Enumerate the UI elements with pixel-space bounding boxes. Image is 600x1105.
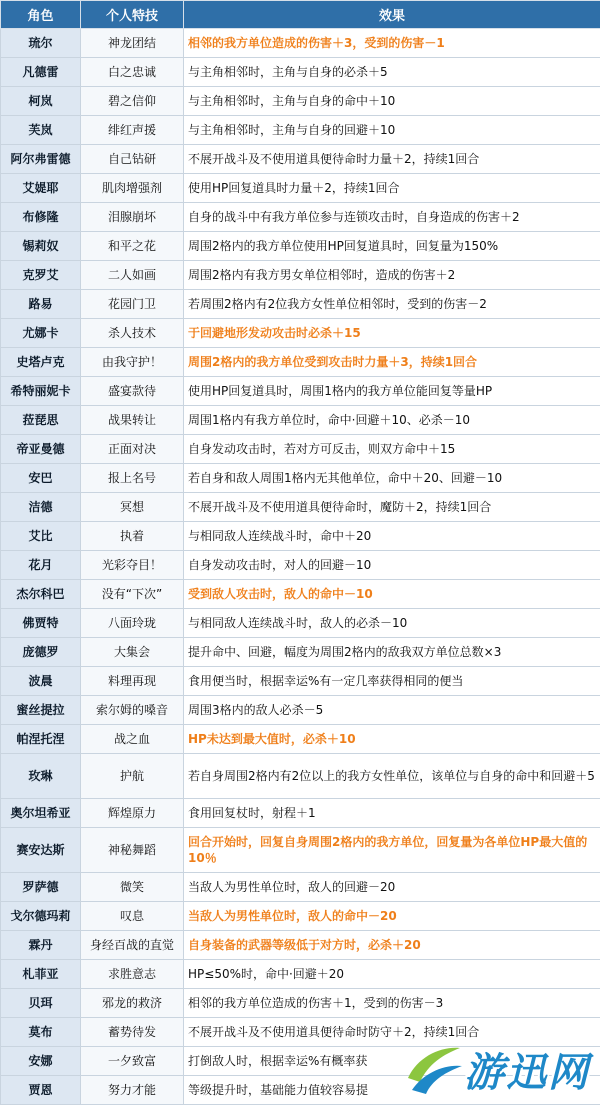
effect-cell: 相邻的我方单位造成的伤害＋3，受到的伤害－1 bbox=[184, 29, 600, 58]
skill-cell: 大集会 bbox=[81, 638, 184, 667]
skill-cell: 料理再现 bbox=[81, 667, 184, 696]
skill-cell: 蓄势待发 bbox=[81, 1018, 184, 1047]
table-row bbox=[1, 261, 600, 290]
skill-cell: 索尔姆的嗓音 bbox=[81, 696, 184, 725]
table-row bbox=[1, 203, 600, 232]
table-row bbox=[1, 667, 600, 696]
table-row bbox=[1, 174, 600, 203]
skill-cell: 冥想 bbox=[81, 493, 184, 522]
table-row bbox=[1, 799, 600, 828]
skill-cell: 盛宴款待 bbox=[81, 377, 184, 406]
skill-cell: 绯红声援 bbox=[81, 116, 184, 145]
role-cell: 艾媞耶 bbox=[1, 174, 81, 203]
effect-cell: 与主角相邻时，主角与自身的必杀＋5 bbox=[184, 58, 600, 87]
skill-cell: 一夕致富 bbox=[81, 1047, 184, 1076]
role-cell: 尤娜卡 bbox=[1, 319, 81, 348]
effect-cell: 周围1格内有我方单位时，命中·回避＋10、必杀－10 bbox=[184, 406, 600, 435]
table-body bbox=[1, 29, 600, 1105]
header-effect: 效果 bbox=[184, 1, 600, 29]
skill-cell: 碧之信仰 bbox=[81, 87, 184, 116]
table-row bbox=[1, 493, 600, 522]
effect-cell: 提升命中、回避，幅度为周围2格内的敌我双方单位总数×3 bbox=[184, 638, 600, 667]
watermark-text: 游迅网 bbox=[464, 1041, 590, 1098]
skill-cell: 由我守护！ bbox=[81, 348, 184, 377]
skill-cell: 没有“下次” bbox=[81, 580, 184, 609]
role-cell: 玫琳 bbox=[1, 754, 81, 799]
watermark bbox=[390, 1038, 590, 1100]
skill-cell: 花园门卫 bbox=[81, 290, 184, 319]
skill-cell: 执着 bbox=[81, 522, 184, 551]
role-cell: 希特丽妮卡 bbox=[1, 377, 81, 406]
table-row bbox=[1, 58, 600, 87]
table-row bbox=[1, 522, 600, 551]
effect-cell: HP≤50%时，命中·回避＋20 bbox=[184, 960, 600, 989]
effect-cell: 若自身周围2格内有2位以上的我方女性单位，该单位与自身的命中和回避＋5 bbox=[184, 754, 600, 799]
effect-cell: 于回避地形发动攻击时必杀＋15 bbox=[184, 319, 600, 348]
effect-cell: 不展开战斗及不使用道具便待命时，魔防＋2，持续1回合 bbox=[184, 493, 600, 522]
table-row bbox=[1, 406, 600, 435]
effect-cell: 当敌人为男性单位时，敌人的回避－20 bbox=[184, 873, 600, 902]
table-row bbox=[1, 960, 600, 989]
role-cell: 庞德罗 bbox=[1, 638, 81, 667]
skill-cell: 努力才能 bbox=[81, 1076, 184, 1105]
effect-cell: 使用HP回复道具时力量＋2，持续1回合 bbox=[184, 174, 600, 203]
role-cell: 杰尔科巴 bbox=[1, 580, 81, 609]
role-cell: 锡莉奴 bbox=[1, 232, 81, 261]
role-cell: 帝亚曼德 bbox=[1, 435, 81, 464]
table-row bbox=[1, 377, 600, 406]
effect-cell: 周围2格内有我方男女单位相邻时，造成的伤害＋2 bbox=[184, 261, 600, 290]
table-row bbox=[1, 638, 600, 667]
skill-cell: 二人如画 bbox=[81, 261, 184, 290]
skill-cell: 战果转让 bbox=[81, 406, 184, 435]
effect-cell: 与主角相邻时，主角与自身的回避＋10 bbox=[184, 116, 600, 145]
effect-cell: 与主角相邻时，主角与自身的命中＋10 bbox=[184, 87, 600, 116]
role-cell: 贝珥 bbox=[1, 989, 81, 1018]
effect-cell: 受到敌人攻击时，敌人的命中－10 bbox=[184, 580, 600, 609]
table-row bbox=[1, 580, 600, 609]
effect-cell: 当敌人为男性单位时，敌人的命中－20 bbox=[184, 902, 600, 931]
role-cell: 布修隆 bbox=[1, 203, 81, 232]
effect-cell: 食用回复杖时，射程＋1 bbox=[184, 799, 600, 828]
role-cell: 波晨 bbox=[1, 667, 81, 696]
skill-cell: 八面玲珑 bbox=[81, 609, 184, 638]
effect-cell: 不展开战斗及不使用道具便待命时力量＋2，持续1回合 bbox=[184, 145, 600, 174]
table-row bbox=[1, 754, 600, 799]
skill-cell: 白之忠诚 bbox=[81, 58, 184, 87]
table-row bbox=[1, 873, 600, 902]
skill-cell: 正面对决 bbox=[81, 435, 184, 464]
table-row bbox=[1, 87, 600, 116]
effect-cell: 与相同敌人连续战斗时，命中＋20 bbox=[184, 522, 600, 551]
effect-cell: 周围2格内的我方单位受到攻击时力量＋3，持续1回合 bbox=[184, 348, 600, 377]
effect-cell: 周围2格内的我方单位使用HP回复道具时，回复量为150% bbox=[184, 232, 600, 261]
role-cell: 帕涅托涅 bbox=[1, 725, 81, 754]
table-row bbox=[1, 828, 600, 873]
table-row bbox=[1, 551, 600, 580]
role-cell: 史塔卢克 bbox=[1, 348, 81, 377]
role-cell: 安娜 bbox=[1, 1047, 81, 1076]
role-cell: 芙岚 bbox=[1, 116, 81, 145]
skill-cell: 泪腺崩坏 bbox=[81, 203, 184, 232]
role-cell: 洁德 bbox=[1, 493, 81, 522]
role-cell: 菈琵思 bbox=[1, 406, 81, 435]
effect-cell: 自身发动攻击时，对人的回避－10 bbox=[184, 551, 600, 580]
role-cell: 柯岚 bbox=[1, 87, 81, 116]
skill-cell: 报上名号 bbox=[81, 464, 184, 493]
effect-cell: 自身发动攻击时，若对方可反击，则双方命中＋15 bbox=[184, 435, 600, 464]
skill-cell: 光彩夺目！ bbox=[81, 551, 184, 580]
table-row bbox=[1, 29, 600, 58]
skill-cell: 邪龙的救济 bbox=[81, 989, 184, 1018]
table-row bbox=[1, 232, 600, 261]
skill-cell: 微笑 bbox=[81, 873, 184, 902]
skill-cell: 和平之花 bbox=[81, 232, 184, 261]
role-cell: 霖丹 bbox=[1, 931, 81, 960]
effect-cell: 打倒敌人时，根据幸运%有概率获 bbox=[184, 1047, 600, 1076]
skill-cell: 神秘舞蹈 bbox=[81, 828, 184, 873]
role-cell: 艾比 bbox=[1, 522, 81, 551]
role-cell: 克罗艾 bbox=[1, 261, 81, 290]
role-cell: 赛安达斯 bbox=[1, 828, 81, 873]
table-row bbox=[1, 290, 600, 319]
table-row bbox=[1, 696, 600, 725]
table-row bbox=[1, 348, 600, 377]
role-cell: 贾恩 bbox=[1, 1076, 81, 1105]
swoosh-logo-icon bbox=[402, 1038, 464, 1100]
table-row bbox=[1, 931, 600, 960]
effect-cell: 若周围2格内有2位我方女性单位相邻时，受到的伤害－2 bbox=[184, 290, 600, 319]
header-role: 角色 bbox=[1, 1, 81, 29]
effect-cell: 若自身和敌人周围1格内无其他单位，命中＋20、回避－10 bbox=[184, 464, 600, 493]
skill-cell: 辉煌原力 bbox=[81, 799, 184, 828]
role-cell: 花月 bbox=[1, 551, 81, 580]
skill-cell: 身经百战的直觉 bbox=[81, 931, 184, 960]
skill-cell: 护航 bbox=[81, 754, 184, 799]
effect-cell: HP未达到最大值时，必杀＋10 bbox=[184, 725, 600, 754]
header-skill: 个人特技 bbox=[81, 1, 184, 29]
table-row bbox=[1, 902, 600, 931]
role-cell: 阿尔弗雷德 bbox=[1, 145, 81, 174]
effect-cell: 周围3格内的敌人必杀－5 bbox=[184, 696, 600, 725]
skill-cell: 战之血 bbox=[81, 725, 184, 754]
role-cell: 琉尔 bbox=[1, 29, 81, 58]
role-cell: 蜜丝提拉 bbox=[1, 696, 81, 725]
skill-cell: 杀人技术 bbox=[81, 319, 184, 348]
table-row bbox=[1, 464, 600, 493]
effect-cell: 使用HP回复道具时，周围1格内的我方单位能回复等量HP bbox=[184, 377, 600, 406]
role-cell: 安巴 bbox=[1, 464, 81, 493]
effect-cell: 相邻的我方单位造成的伤害＋1，受到的伤害－3 bbox=[184, 989, 600, 1018]
effect-cell: 食用便当时，根据幸运%有一定几率获得相同的便当 bbox=[184, 667, 600, 696]
table-row bbox=[1, 725, 600, 754]
role-cell: 莫布 bbox=[1, 1018, 81, 1047]
role-cell: 奥尔坦希亚 bbox=[1, 799, 81, 828]
skill-cell: 肌肉增强剂 bbox=[81, 174, 184, 203]
skill-cell: 神龙团结 bbox=[81, 29, 184, 58]
role-cell: 凡德雷 bbox=[1, 58, 81, 87]
role-cell: 札菲亚 bbox=[1, 960, 81, 989]
skill-cell: 叹息 bbox=[81, 902, 184, 931]
role-cell: 佛贾特 bbox=[1, 609, 81, 638]
table-row bbox=[1, 435, 600, 464]
table-row bbox=[1, 989, 600, 1018]
skill-cell: 求胜意志 bbox=[81, 960, 184, 989]
effect-cell: 与相同敌人连续战斗时，敌人的必杀－10 bbox=[184, 609, 600, 638]
table-row bbox=[1, 319, 600, 348]
table-row bbox=[1, 145, 600, 174]
table-header-row bbox=[1, 1, 600, 29]
effect-cell: 等级提升时，基础能力值较容易提 bbox=[184, 1076, 600, 1105]
role-cell: 戈尔德玛莉 bbox=[1, 902, 81, 931]
effect-cell: 回合开始时，回复自身周围2格内的我方单位，回复量为各单位HP最大值的10％ bbox=[184, 828, 600, 873]
effect-cell: 自身装备的武器等级低于对方时，必杀＋20 bbox=[184, 931, 600, 960]
skill-cell: 自己钻研 bbox=[81, 145, 184, 174]
table-row bbox=[1, 116, 600, 145]
role-cell: 罗萨德 bbox=[1, 873, 81, 902]
role-cell: 路易 bbox=[1, 290, 81, 319]
effect-cell: 不展开战斗及不使用道具便待命时防守＋2，持续1回合 bbox=[184, 1018, 600, 1047]
table-row bbox=[1, 609, 600, 638]
effect-cell: 自身的战斗中有我方单位参与连锁攻击时，自身造成的伤害＋2 bbox=[184, 203, 600, 232]
